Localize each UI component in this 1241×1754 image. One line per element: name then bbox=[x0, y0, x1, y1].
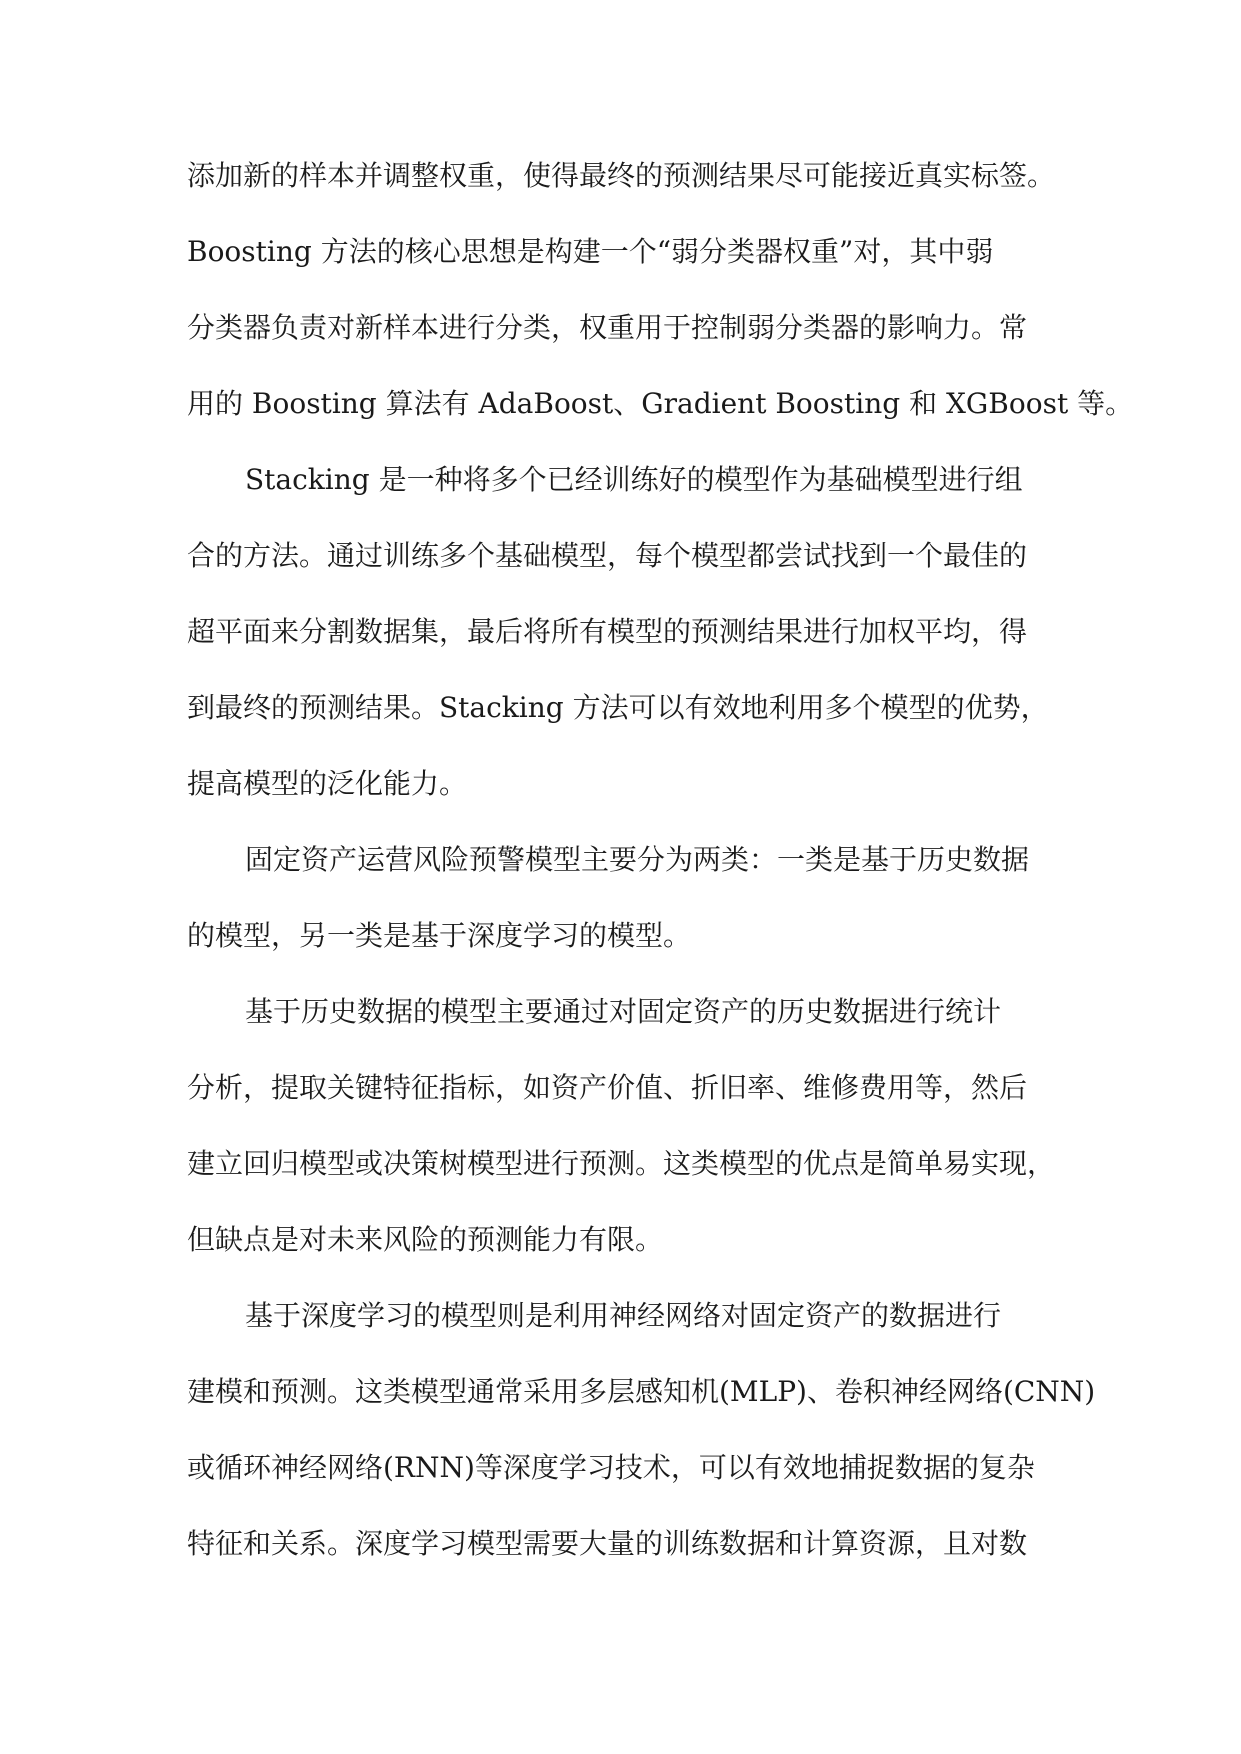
text-line-11: 的模型，另一类是基于深度学习的模型。 bbox=[187, 919, 692, 952]
text-line-4: 用的 Boosting 算法有 AdaBoost、Gradient Boosting 和 XGBoost 等。 bbox=[187, 387, 1134, 420]
text-line-3: 分类器负责对新样本进行分类，权重用于控制弱分类器的影响力。常 bbox=[187, 311, 1028, 344]
text-line-15: 但缺点是对未来风险的预测能力有限。 bbox=[187, 1223, 664, 1256]
body-text bbox=[187, 138, 1134, 1582]
text-line-17: 建模和预测。这类模型通常采用多层感知机(MLP)、卷积神经网络(CNN) bbox=[187, 1375, 1096, 1408]
text-line-5: Stacking 是一种将多个已经训练好的模型作为基础模型进行组 bbox=[245, 463, 1023, 496]
text-line-14: 建立回归模型或决策树模型进行预测。这类模型的优点是简单易实现， bbox=[187, 1147, 1056, 1180]
text-line-19: 特征和关系。深度学习模型需要大量的训练数据和计算资源，且对数 bbox=[187, 1527, 1028, 1560]
text-line-8: 到最终的预测结果。Stacking 方法可以有效地利用多个模型的优势， bbox=[187, 691, 1049, 724]
text-line-7: 超平面来分割数据集，最后将所有模型的预测结果进行加权平均，得 bbox=[187, 615, 1028, 648]
text-line-9: 提高模型的泛化能力。 bbox=[187, 767, 468, 800]
text-line-10: 固定资产运营风险预警模型主要分为两类：一类是基于历史数据 bbox=[245, 843, 1030, 876]
text-line-6: 合的方法。通过训练多个基础模型，每个模型都尝试找到一个最佳的 bbox=[187, 539, 1028, 572]
text-line-1: 添加新的样本并调整权重，使得最终的预测结果尽可能接近真实标签。 bbox=[187, 159, 1056, 192]
text-line-13: 分析，提取关键特征指标，如资产价值、折旧率、维修费用等，然后 bbox=[187, 1071, 1028, 1104]
text-line-12: 基于历史数据的模型主要通过对固定资产的历史数据进行统计 bbox=[245, 995, 1002, 1028]
text-line-16: 基于深度学习的模型则是利用神经网络对固定资产的数据进行 bbox=[245, 1299, 1002, 1332]
text-line-18: 或循环神经网络(RNN)等深度学习技术，可以有效地捕捉数据的复杂 bbox=[187, 1451, 1035, 1484]
text-line-2: Boosting 方法的核心思想是构建一个“弱分类器权重”对，其中弱 bbox=[187, 235, 994, 268]
